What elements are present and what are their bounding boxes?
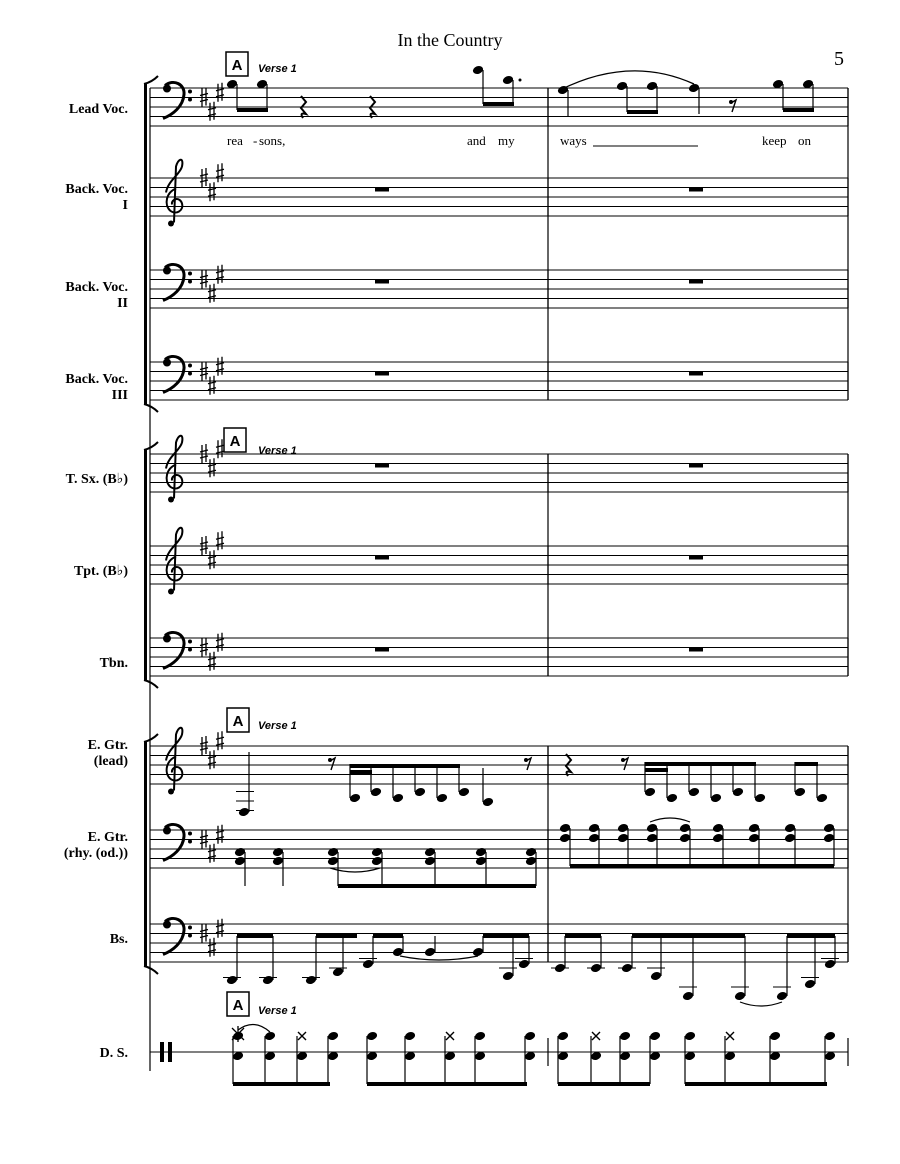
- note-head: [226, 975, 238, 986]
- note-head: [474, 1031, 486, 1042]
- sharp-icon: [208, 550, 216, 569]
- note-head: [264, 1031, 276, 1042]
- note-head: [688, 83, 700, 94]
- note-head: [824, 959, 836, 970]
- svg-text:Verse 1: Verse 1: [258, 63, 297, 75]
- note-head: [682, 991, 694, 1002]
- note-head: [684, 1031, 696, 1042]
- note-head: [650, 971, 662, 982]
- beam: [483, 934, 529, 938]
- note-head: [436, 793, 448, 804]
- lyric-syllable: rea: [227, 133, 243, 148]
- whole-rest: [375, 464, 389, 468]
- sharp-icon: [208, 938, 216, 957]
- note-head: [424, 847, 436, 858]
- note-head: [754, 793, 766, 804]
- note-head: [272, 856, 284, 867]
- note-head: [525, 847, 537, 858]
- note-head: [644, 787, 656, 798]
- instrument-label-drums: D. S.: [99, 1046, 128, 1061]
- beam: [685, 1082, 827, 1086]
- note-head: [424, 856, 436, 867]
- note-head: [776, 991, 788, 1002]
- note-head: [559, 833, 571, 844]
- whole-rest: [375, 280, 389, 284]
- instrument-label-trumpet: Tpt. (B♭): [73, 564, 128, 579]
- sharp-icon: [216, 265, 224, 284]
- note-head: [588, 823, 600, 834]
- note-head: [732, 787, 744, 798]
- svg-text:A: A: [232, 713, 244, 730]
- instrument-label-guitar-rhythm: E. Gtr. (rhy. (od.)): [63, 830, 128, 861]
- note-head: [414, 787, 426, 798]
- whole-rest: [689, 556, 703, 560]
- beam: [627, 110, 658, 114]
- note-head: [272, 847, 284, 858]
- note-head: [824, 1031, 836, 1042]
- sharp-icon: [216, 163, 224, 182]
- instrument-label-back-voc-3: Back. Voc. III: [65, 372, 128, 403]
- note-head: [238, 807, 250, 818]
- instrument-label-back-voc-1: Back. Voc. I: [65, 182, 128, 213]
- note-head: [688, 787, 700, 798]
- instrument-label-lead-voc: Lead Voc.: [68, 102, 128, 117]
- staff: [150, 356, 848, 400]
- sharp-icon: [208, 458, 216, 477]
- note-head: [392, 793, 404, 804]
- tie: [238, 1024, 270, 1032]
- bracket: [144, 734, 158, 974]
- rehearsal-mark-drums: [227, 992, 297, 1017]
- note-head: [370, 787, 382, 798]
- note-head: [371, 847, 383, 858]
- note-head: [649, 1031, 661, 1042]
- note-head: [262, 975, 274, 986]
- tie: [400, 956, 478, 960]
- x-notehead: [298, 1032, 306, 1040]
- lyric-word: ways: [560, 133, 587, 148]
- note-head: [475, 856, 487, 867]
- staff: [150, 160, 848, 227]
- beam: [350, 770, 372, 774]
- beam: [367, 1082, 527, 1086]
- note-head: [712, 823, 724, 834]
- sharp-icon: [216, 83, 224, 102]
- lyric-word: my: [498, 133, 515, 148]
- drum-staff: [150, 1038, 848, 1066]
- note-head: [823, 823, 835, 834]
- note-head: [559, 823, 571, 834]
- instrument-label-bass: Bs.: [109, 932, 128, 947]
- sharp-icon: [216, 919, 224, 938]
- note-head: [588, 833, 600, 844]
- note-head: [784, 833, 796, 844]
- staff: [150, 436, 848, 503]
- beam: [316, 934, 357, 938]
- beam: [483, 102, 514, 106]
- whole-rest: [689, 188, 703, 192]
- staff: [150, 264, 848, 308]
- instrument-label-back-voc-2: Back. Voc. II: [65, 280, 128, 311]
- sharp-icon: [208, 284, 216, 303]
- whole-rest: [375, 556, 389, 560]
- eighth-rest: [330, 758, 335, 770]
- note-head: [472, 947, 484, 958]
- note-head: [525, 856, 537, 867]
- note-head: [748, 823, 760, 834]
- note-head: [816, 793, 828, 804]
- eighth-rest: [731, 100, 736, 112]
- note-head: [557, 1031, 569, 1042]
- note-head: [475, 847, 487, 858]
- lyric-word: and: [467, 133, 486, 148]
- note-head: [679, 833, 691, 844]
- note-head: [646, 833, 658, 844]
- note-head: [404, 1031, 416, 1042]
- eighth-rest: [623, 758, 628, 770]
- sharp-icon: [208, 182, 216, 201]
- whole-rest: [689, 372, 703, 376]
- note-head: [524, 1031, 536, 1042]
- beam: [565, 934, 601, 938]
- sharp-icon: [216, 439, 224, 458]
- whole-rest: [375, 372, 389, 376]
- note-head: [458, 787, 470, 798]
- staff: [150, 918, 848, 962]
- note-head: [804, 979, 816, 990]
- note-head: [712, 833, 724, 844]
- tie: [740, 1002, 782, 1006]
- beam: [787, 934, 835, 938]
- note-head: [518, 959, 530, 970]
- note-head: [794, 787, 806, 798]
- dot: [519, 79, 522, 82]
- sharp-icon: [216, 531, 224, 550]
- beam: [338, 884, 536, 888]
- lyric-word: on: [798, 133, 811, 148]
- svg-text:Verse 1: Verse 1: [258, 1005, 297, 1017]
- sharp-icon: [208, 652, 216, 671]
- note-head: [349, 793, 361, 804]
- beam: [693, 934, 745, 938]
- whole-rest: [689, 280, 703, 284]
- note-head: [823, 833, 835, 844]
- instrument-label-guitar-lead: E. Gtr. (lead): [87, 738, 128, 769]
- svg-text:A: A: [229, 433, 241, 450]
- whole-rest: [689, 464, 703, 468]
- staff: [150, 728, 848, 795]
- note-head: [646, 81, 658, 92]
- sharp-icon: [216, 825, 224, 844]
- sharp-icon: [216, 731, 224, 750]
- note-head: [748, 833, 760, 844]
- sharp-icon: [216, 633, 224, 652]
- note-head: [371, 856, 383, 867]
- whole-rest: [689, 648, 703, 652]
- beam: [350, 764, 460, 768]
- note-head: [234, 856, 246, 867]
- note-head: [234, 847, 246, 858]
- beam: [645, 762, 756, 766]
- beam: [233, 1082, 330, 1086]
- note-head: [784, 823, 796, 834]
- instrument-label-tenor-sax: T. Sx. (B♭): [65, 472, 128, 487]
- page-number: 5: [834, 48, 844, 70]
- note-head: [616, 81, 628, 92]
- rehearsal-mark-rhythm: [227, 708, 297, 732]
- note-head: [472, 65, 484, 76]
- whole-rest: [375, 648, 389, 652]
- staff: [150, 528, 848, 595]
- note-head: [327, 847, 339, 858]
- sharp-icon: [216, 357, 224, 376]
- note-head: [769, 1031, 781, 1042]
- beam: [237, 934, 273, 938]
- svg-text:Verse 1: Verse 1: [258, 720, 297, 732]
- note-head: [679, 823, 691, 834]
- beam: [237, 108, 268, 112]
- note-head: [392, 947, 404, 958]
- beam: [632, 934, 693, 938]
- note-head: [502, 971, 514, 982]
- staff: [150, 632, 848, 676]
- note-head: [646, 823, 658, 834]
- note-head: [710, 793, 722, 804]
- beam: [373, 934, 403, 938]
- sharp-icon: [208, 102, 216, 121]
- note-head: [305, 975, 317, 986]
- lyric-syllable: sons,: [259, 133, 286, 148]
- note-head: [327, 1031, 339, 1042]
- sharp-icon: [208, 750, 216, 769]
- rehearsal-mark-horns: [224, 428, 297, 457]
- rehearsal-mark-vocals: [226, 52, 297, 76]
- note-head: [327, 856, 339, 867]
- lyric-word: keep: [762, 133, 787, 148]
- lyric-hyphen: -: [253, 133, 258, 148]
- staff: [150, 824, 848, 868]
- x-notehead: [726, 1032, 734, 1040]
- svg-text:A: A: [231, 57, 243, 74]
- sharp-icon: [208, 376, 216, 395]
- tie: [650, 818, 690, 822]
- note-head: [424, 947, 436, 958]
- note-head: [666, 793, 678, 804]
- beam: [558, 1082, 650, 1086]
- note-head: [366, 1031, 378, 1042]
- note-head: [734, 991, 746, 1002]
- instrument-label-trombone: Tbn.: [99, 656, 128, 671]
- beam: [795, 762, 818, 766]
- page-title: In the Country: [397, 30, 503, 50]
- sharp-icon: [208, 844, 216, 863]
- note-head: [482, 797, 494, 808]
- note-head: [502, 75, 514, 86]
- svg-text:A: A: [232, 997, 244, 1014]
- svg-text:Verse 1: Verse 1: [258, 445, 297, 457]
- x-notehead: [592, 1032, 600, 1040]
- whole-rest: [375, 188, 389, 192]
- note-head: [617, 823, 629, 834]
- x-notehead: [446, 1032, 454, 1040]
- note-head: [619, 1031, 631, 1042]
- note-head: [362, 959, 374, 970]
- beam: [570, 864, 834, 868]
- beam: [645, 768, 668, 772]
- eighth-rest: [526, 758, 531, 770]
- note-head: [617, 833, 629, 844]
- beam: [783, 108, 814, 112]
